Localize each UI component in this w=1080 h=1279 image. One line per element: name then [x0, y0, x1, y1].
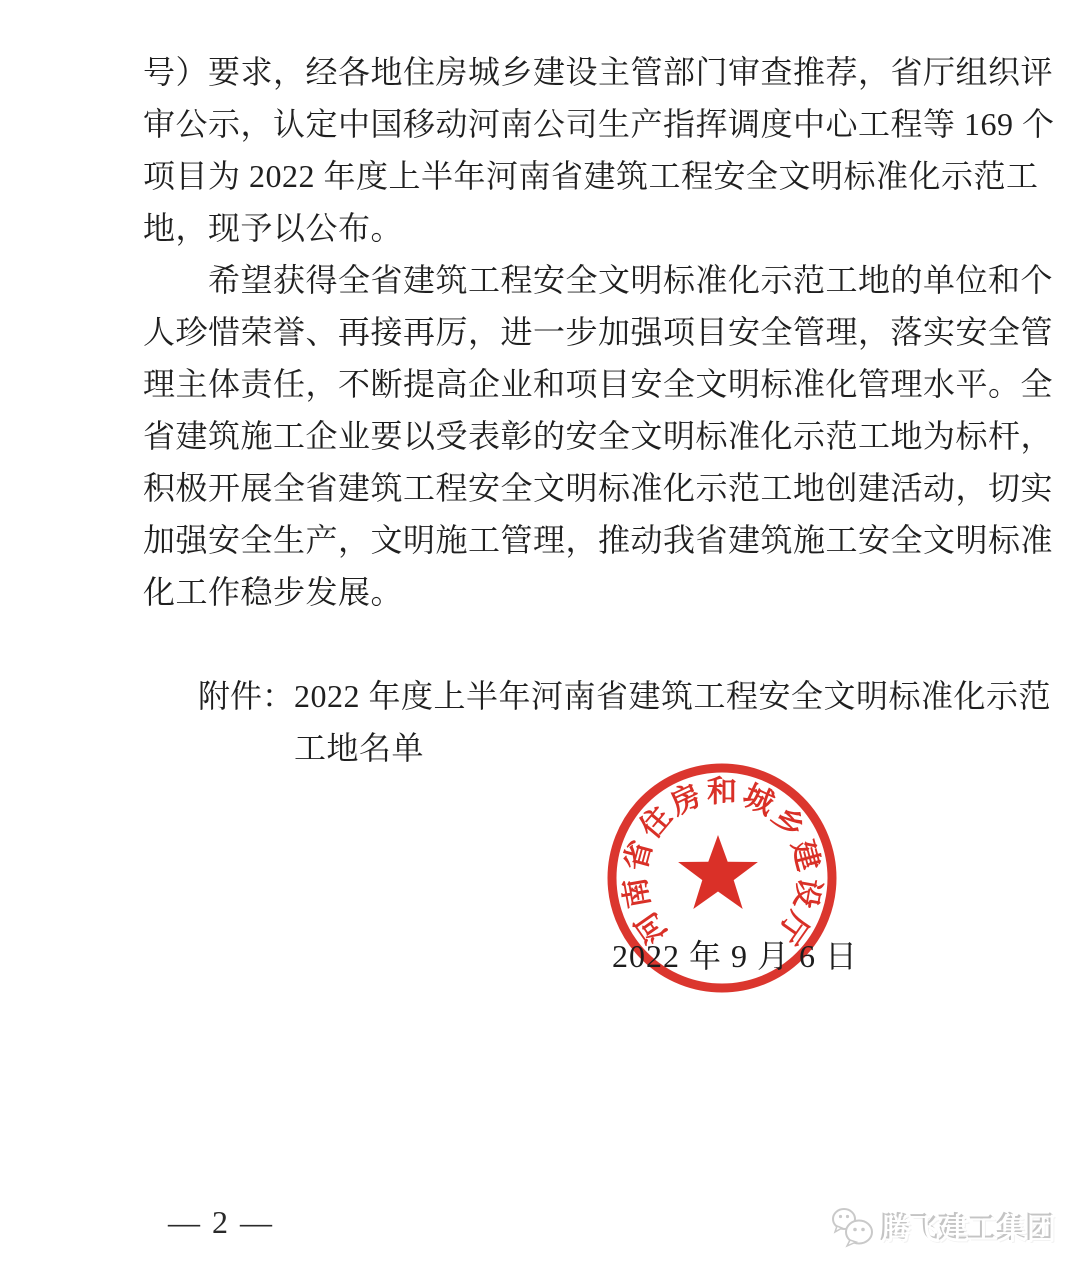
svg-text:房: 房: [665, 778, 707, 822]
svg-text:厅: 厅: [770, 905, 815, 950]
paragraph-2: [143, 254, 1054, 618]
text-line: 希望获得全省建筑工程安全文明标准化示范工地的单位和个: [143, 262, 1054, 298]
svg-text:设: 设: [787, 875, 826, 911]
svg-text:乡: 乡: [765, 800, 811, 845]
watermark-text: 腾飞建工集团: [882, 1213, 1057, 1246]
text-line: 理主体责任，不断提高企业和项目安全文明标准化管理水平。全: [143, 366, 1054, 402]
wechat-icon: [830, 1206, 876, 1248]
text-line: 地，现予以公布。: [143, 210, 404, 246]
text-line: 省建筑施工企业要以受表彰的安全文明标准化示范工地为标杆，: [143, 418, 1054, 454]
text-line: 2022 年度上半年河南省建筑工程安全文明标准化示范: [294, 678, 1052, 714]
paragraph-1: [143, 46, 1055, 254]
svg-text:河: 河: [629, 905, 674, 950]
watermark: [830, 1206, 1056, 1248]
text-line: 积极开展全省建筑工程安全文明标准化示范工地创建活动，切实: [143, 470, 1054, 506]
svg-text:和: 和: [707, 775, 737, 809]
attachment-title: [294, 670, 1051, 774]
text-line: 工地名单: [294, 730, 425, 766]
text-line: 人珍惜荣誉、再接再厉，进一步加强项目安全管理，落实安全管: [143, 314, 1054, 350]
page-number: — 2 —: [168, 1204, 274, 1240]
svg-text:省: 省: [619, 836, 659, 875]
document-date: 2022 年 9 月 6 日: [612, 938, 859, 974]
text-line: 项目为 2022 年度上半年河南省建筑工程安全文明标准化示范工: [143, 158, 1039, 194]
svg-text:南: 南: [618, 875, 657, 911]
svg-text:城: 城: [737, 778, 779, 822]
text-line: 号）要求，经各地住房城乡建设主管部门审查推荐，省厅组织评: [143, 54, 1054, 90]
red-star-icon: [678, 835, 758, 909]
attachment-note: [198, 670, 1052, 774]
text-line: 化工作稳步发展。: [143, 574, 404, 610]
svg-text:建: 建: [785, 836, 825, 875]
svg-text:住: 住: [633, 800, 679, 845]
text-line: 审公示，认定中国移动河南公司生产指挥调度中心工程等 169 个: [143, 106, 1055, 142]
document-body: [143, 46, 1055, 774]
text-line: 加强安全生产，文明施工管理，推动我省建筑施工安全文明标准: [143, 522, 1054, 558]
attachment-label: 附件：: [198, 678, 295, 714]
